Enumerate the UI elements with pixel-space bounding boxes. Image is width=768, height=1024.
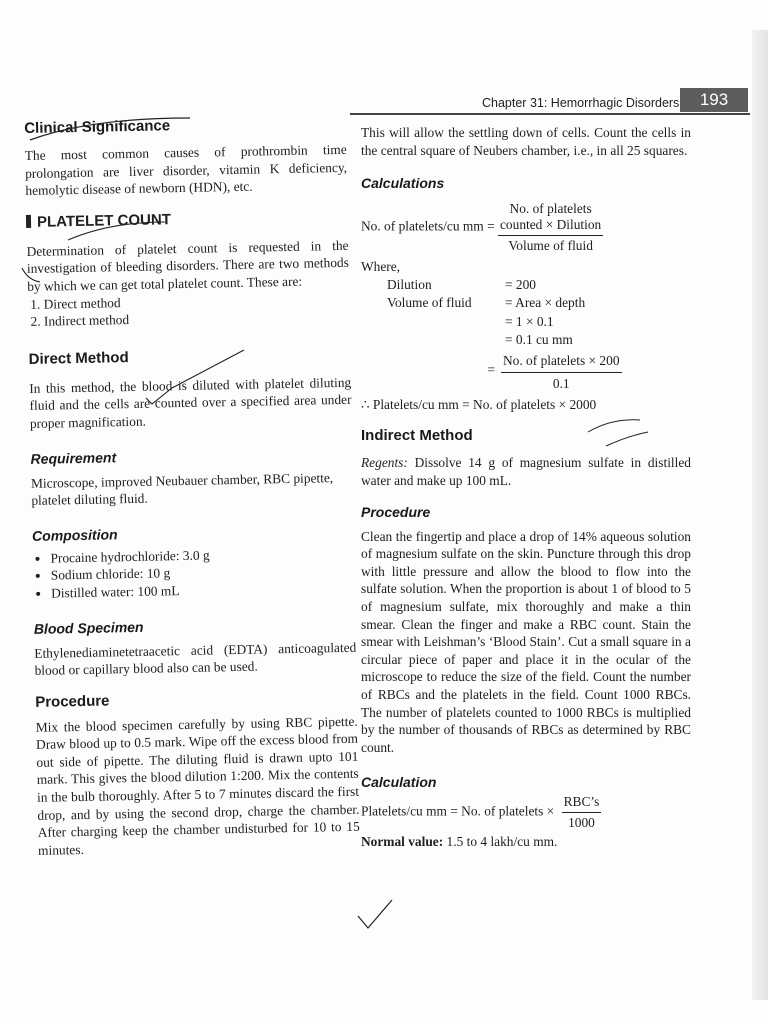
regents-label: Regents: [361,455,408,471]
normal-value-label: Normal value: [361,834,444,850]
indirect-formula-denominator: 1000 [568,815,595,831]
blood-specimen-heading: Blood Specimen [33,618,144,637]
clinical-significance-text: The most common causes of prothrombin time prolongation are liver disorder, vitamin K deficiency, hemolytic disease of newborn (HDN), etc. [24,141,348,199]
second-fraction-numerator: No. of platelets × 200 [501,352,622,374]
list-item: • Distilled water: 100 mL [51,579,355,602]
volume-step-3 [361,331,691,350]
blood-specimen-text: Ethylenediaminetetraacetic acid (EDTA) anticoagulated blood or capillary blood also can be used. [34,639,357,678]
volume-label: Volume of fluid [387,295,472,311]
direct-method-text: In this method, the blood is diluted with platelet diluting fluid and the cells are counted over a specified area under proper magnification. [29,374,352,431]
volume-value: = Area × depth [505,295,586,311]
list-item: • Sodium chloride: 10 g [51,561,355,584]
second-fraction-equals: = [487,361,495,377]
normal-value-text: 1.5 to 4 lakh/cu mm. [443,834,558,850]
dilution-row [361,276,691,295]
direct-method-heading: Direct Method [28,348,129,368]
calculations-heading: Calculations [361,175,445,192]
procedure-text-right: Clean the fingertip and place a drop of 14% aqueous solution of magnesium sulfate on the skin. Puncture through this drop with little pressure and allow the blood to flow into the sulfate solution. When the proportion is about 1 of blood to 5 of magnesium sulfate, mix thoroughly and make a thin smear. Clean the finger and make a RBC count. Stain the smear with Leishman’s ‘Blood Stain’. Cut a small square in a circular piece of paper and place it in the ocular of the microscope to reduce the size of the field. Count the number of RBCs and the platelets in the field. Count 1000 RBCs. The number of platelets counted to 1000 RBCs is multiplied by the number of thousands of RBCs as determined by RBC count. [361,528,691,755]
clinical-significance-heading: Clinical Significance [24,117,171,137]
dilution-label: Dilution [387,276,432,292]
tick-mark [358,900,392,928]
indirect-formula-lhs: Platelets/cu mm = No. of platelets × [361,803,555,819]
chapter-title: Chapter 31: Hemorrhagic Disorders [482,96,680,110]
numerator-line-1: No. of platelets [509,201,592,217]
list-item: 1. Direct method [43,289,349,312]
indirect-formula-numerator: RBC’s [562,794,602,813]
normal-value [361,833,691,851]
procedure-heading-right: Procedure [361,503,431,520]
procedure-text-left: Mix the blood specimen carefully by using RBC pipette. Draw blood up to 0.5 mark. Wipe off the excess blood from out side of pipette. The diluting fluid is drawn upto 101 mark. This gives the blood dilution 1:200. Mix the contents in the bulb thoroughly. After 5 to 7 minutes discard the first drop, and by using the second drop, charge the chamber. After charging keep the chamber undisturbed for 10 to 15 minutes. [35,713,360,858]
second-fraction [501,352,622,394]
list-item: 2. Indirect method [44,307,350,330]
settling-text: This will allow the settling down of cells. Count the cells in the central square of Neubers chamber, i.e., in all 25 squares. [361,125,691,158]
indirect-formula-fraction [562,794,602,831]
indirect-method-heading: Indirect Method [361,427,473,445]
list-item: • Procaine hydrochloride: 3.0 g [50,543,354,566]
calculation-heading: Calculation [361,774,437,791]
composition-list [32,543,355,602]
volume-row [361,294,691,313]
procedure-heading-left: Procedure [35,692,110,711]
formula-numerator [498,201,603,236]
platelet-count-intro: Determination of platelet count is requested in the investigation of bleeding disorders. There are two methods by which we can get total platelet count. These are: [26,237,350,294]
volume-step-2 [361,313,691,332]
methods-list [27,289,350,330]
dilution-value: = 200 [505,276,536,292]
second-fraction-row [361,352,691,394]
formula-fraction [498,201,603,254]
volume-step-2-value: = 1 × 0.1 [505,313,554,329]
definitions [361,276,691,394]
composition-heading: Composition [31,526,118,544]
requirement-heading: Requirement [30,448,117,467]
left-column [24,110,360,859]
numerator-line-2: counted × Dilution [499,217,602,233]
second-fraction-denominator: 0.1 [552,376,570,392]
page-number: 193 [680,88,748,112]
formula-lhs: No. of platelets/cu mm = [361,218,495,234]
volume-step-3-value: = 0.1 cu mm [505,332,573,348]
header-rule [350,113,750,115]
requirement-text: Microscope, improved Neubauer chamber, RBC pipette, platelet diluting fluid. [30,469,334,509]
platelet-count-heading: PLATELET COUNT [26,208,348,231]
regents-text [361,454,691,489]
right-column [361,124,691,851]
where-label: Where, [361,259,401,275]
indirect-formula [361,794,691,831]
therefore-statement: ∴ Platelets/cu mm = No. of platelets × 2000 [361,396,597,412]
formula-denominator: Volume of fluid [508,238,593,254]
regents-body: Dissolve 14 g of magnesium sulfate in distilled water and make up 100 mL. [361,455,691,488]
running-header [350,88,748,114]
platelet-formula [361,201,691,254]
page-edge [752,30,768,1000]
